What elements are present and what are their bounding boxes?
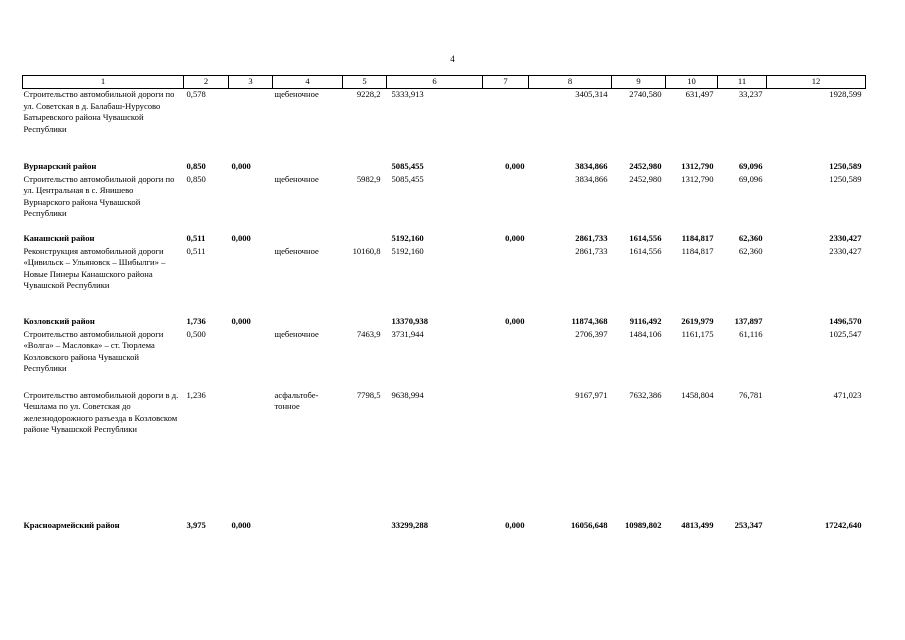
row-label: Красноармейский район (23, 519, 120, 530)
table-cell: 5192,160 (391, 245, 424, 256)
table-cell (229, 246, 273, 316)
page-number: 4 (450, 54, 455, 64)
table-cell: 69,096 (738, 173, 763, 184)
table-cell: 9638,994 (391, 389, 424, 400)
table-cell: асфальтобе-тонное (274, 389, 319, 412)
table-row (23, 329, 866, 390)
table-cell: щебеночное (274, 245, 319, 256)
table-cell: щебеночное (274, 89, 319, 99)
table-cell: 2619,979 (681, 315, 714, 326)
table-cell: 631,497 (685, 89, 714, 99)
table-cell (483, 246, 529, 316)
column-header: 9 (612, 76, 666, 89)
district-total-row (23, 161, 866, 174)
table-cell: 1184,817 (681, 232, 714, 243)
table-cell: 10989,802 (624, 519, 662, 530)
table-cell (273, 233, 343, 246)
row-label: Канашский район (23, 232, 95, 243)
table-cell (483, 89, 529, 161)
row-label: Строительство автомобильной дороги в д. Чешлама по ул. Советская до железнодорожного разъезда в Козловском районе Чувашской Республики (23, 389, 179, 435)
table-cell: 2330,427 (829, 232, 862, 243)
table-cell: 0,500 (186, 328, 206, 339)
table-cell: 9228,2 (356, 89, 381, 99)
table-cell: 33,237 (738, 89, 763, 99)
table-cell (273, 161, 343, 174)
table-cell: 1250,589 (829, 160, 862, 171)
data-table (22, 75, 866, 533)
table-cell (273, 316, 343, 329)
table-cell: 3405,314 (575, 89, 608, 99)
table-cell: 1614,556 (629, 232, 662, 243)
table-cell: 137,897 (734, 315, 763, 326)
table-cell: 253,347 (734, 519, 763, 530)
table-cell: 471,023 (833, 389, 862, 400)
table-cell: 1484,106 (629, 328, 662, 339)
table-cell: 13370,938 (391, 315, 429, 326)
table-cell: 3834,866 (575, 173, 608, 184)
table-cell: 1,736 (186, 315, 206, 326)
column-header: 12 (767, 76, 866, 89)
column-header: 10 (666, 76, 718, 89)
row-label: Строительство автомобильной дороги «Волга» – Масловка» – ст. Тюрлема Козловского района Чувашской Республики (23, 328, 164, 374)
table-cell: 2452,980 (629, 160, 662, 171)
table-body (23, 89, 866, 533)
column-header: 6 (387, 76, 483, 89)
table-cell (343, 161, 387, 174)
table-cell: 1312,790 (681, 173, 714, 184)
table-cell: 5085,455 (391, 160, 424, 171)
table-cell: 0,511 (186, 245, 206, 256)
table-cell: 0,000 (231, 232, 251, 243)
table-cell: 61,116 (739, 328, 763, 339)
table-cell: 0,000 (231, 315, 251, 326)
table-cell: щебеночное (274, 328, 319, 339)
table-cell: 0,511 (186, 232, 206, 243)
table-cell: 5085,455 (391, 173, 424, 184)
table-cell: 2861,733 (575, 245, 608, 256)
column-header: 11 (718, 76, 767, 89)
table-cell: 3731,944 (391, 328, 424, 339)
table-cell (273, 520, 343, 533)
table-cell (483, 390, 529, 520)
table-cell: 11874,368 (571, 315, 608, 326)
column-header: 4 (273, 76, 343, 89)
table-cell: 9167,971 (575, 389, 608, 400)
table-cell: 5982,9 (356, 173, 381, 184)
table-cell: 0,000 (231, 160, 251, 171)
table-cell: 1312,790 (681, 160, 714, 171)
table-cell: 7798,5 (356, 389, 381, 400)
row-label: Строительство автомобильной дороги по ул. Советская в д. Балабаш-Нурусово Батыревского района Чувашской Республики (23, 89, 175, 134)
row-label: Реконструкция автомобильной дороги «Цивильск – Ульяновск – Шибылги» – Новые Пинеры Канашского района Чувашской Республики (23, 245, 166, 291)
table-cell: 2452,980 (629, 173, 662, 184)
table-cell (343, 316, 387, 329)
table-cell: 0,000 (505, 519, 525, 530)
table-cell: 0,000 (505, 160, 525, 171)
table-cell: 2740,580 (629, 89, 662, 99)
table-cell: 0,000 (505, 315, 525, 326)
table-cell: 1458,804 (681, 389, 714, 400)
table-cell: 76,781 (738, 389, 763, 400)
table-cell: 1184,817 (681, 245, 714, 256)
table-cell: 1614,556 (629, 245, 662, 256)
table-cell: 2706,397 (575, 328, 608, 339)
column-header: 1 (23, 76, 184, 89)
column-header: 5 (343, 76, 387, 89)
table-cell: 17242,640 (824, 519, 862, 530)
table-cell: 1025,547 (829, 328, 862, 339)
table-cell: 3,975 (186, 519, 206, 530)
table-cell: 2861,733 (575, 232, 608, 243)
table-cell: 7632,386 (629, 389, 662, 400)
table-cell: 1496,570 (829, 315, 862, 326)
table-cell: 1928,599 (829, 89, 862, 99)
column-header: 3 (229, 76, 273, 89)
table-cell (229, 329, 273, 390)
column-header: 7 (483, 76, 529, 89)
district-total-row (23, 233, 866, 246)
table-row (23, 390, 866, 520)
table-cell: 1161,175 (681, 328, 714, 339)
table-cell: 16056,648 (570, 519, 608, 530)
column-header: 2 (184, 76, 229, 89)
table-cell (229, 174, 273, 233)
table-cell: 10160,8 (352, 245, 381, 256)
table-cell (483, 174, 529, 233)
table-cell: 69,096 (738, 160, 763, 171)
table-cell: 1,236 (186, 389, 206, 400)
table-header-row (23, 76, 866, 89)
table-row (23, 174, 866, 233)
table-cell: 62,360 (738, 232, 763, 243)
table-cell (483, 329, 529, 390)
table-cell: 7463,9 (356, 328, 381, 339)
column-header: 8 (529, 76, 612, 89)
table-cell: 2330,427 (829, 245, 862, 256)
district-total-row (23, 520, 866, 533)
table-cell: 0,850 (186, 160, 206, 171)
table-cell: 0,578 (186, 89, 206, 99)
table-cell: 0,850 (186, 173, 206, 184)
table-cell: 33299,288 (391, 519, 429, 530)
table-cell: 5333,913 (391, 89, 424, 99)
table-cell: 3834,866 (575, 160, 608, 171)
table-row (23, 246, 866, 316)
table-cell: 0,000 (231, 519, 251, 530)
table-cell (229, 390, 273, 520)
table-cell (343, 520, 387, 533)
table-row (23, 89, 866, 161)
table-cell: 1250,589 (829, 173, 862, 184)
table-cell (343, 233, 387, 246)
table-cell: 4813,499 (681, 519, 714, 530)
table-cell: 9116,492 (629, 315, 662, 326)
table-cell: 5192,160 (391, 232, 424, 243)
table-cell: щебеночное (274, 173, 319, 184)
district-total-row (23, 316, 866, 329)
row-label: Козловский район (23, 315, 95, 326)
row-label: Вурнарский район (23, 160, 97, 171)
table-cell: 62,360 (738, 245, 763, 256)
row-label: Строительство автомобильной дороги по ул. Центральная в с. Янишево Вурнарского района Чувашской Республики (23, 173, 175, 219)
table-cell (229, 89, 273, 161)
table-cell: 0,000 (505, 232, 525, 243)
